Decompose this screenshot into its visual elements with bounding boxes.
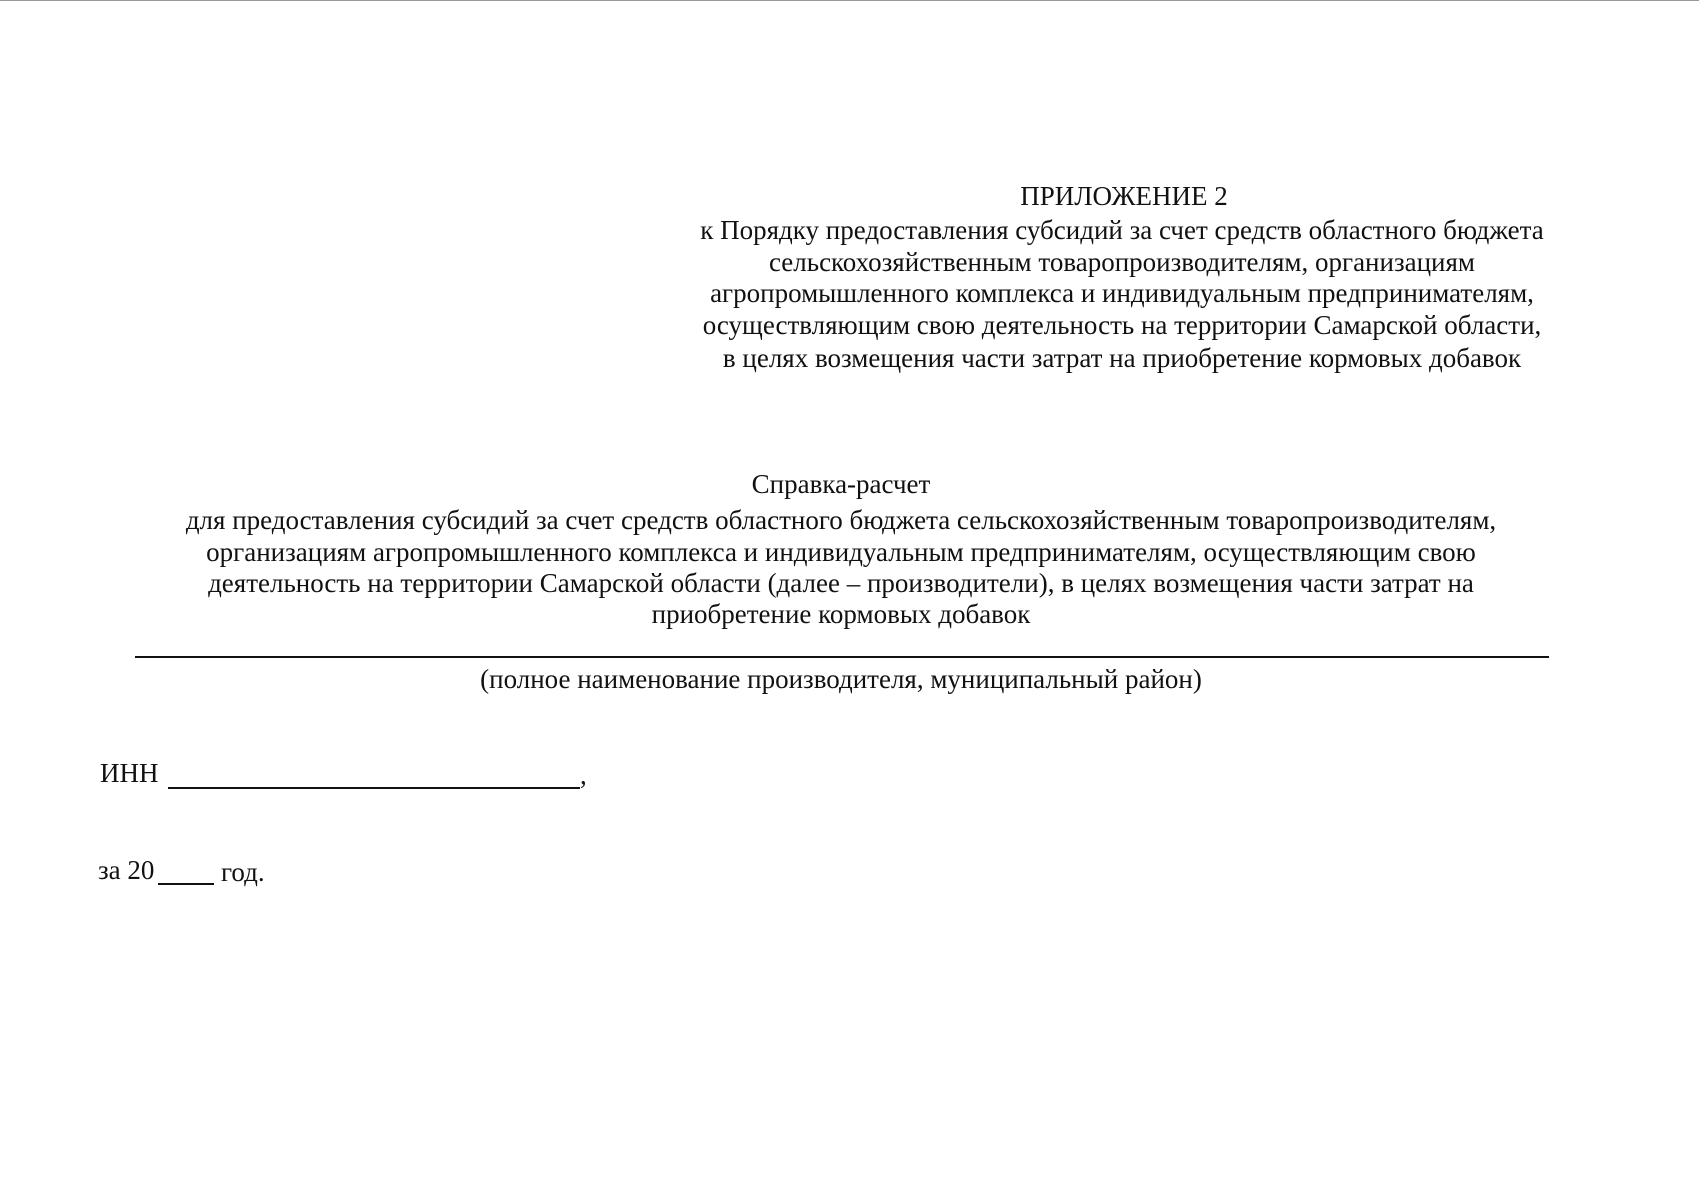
form-line: организациям агропромышленного комплекса и индивидуальным предпринимателям, осуществляющим свою — [206, 537, 1476, 567]
producer-name-field[interactable] — [135, 656, 1549, 658]
form-line: деятельность на территории Самарской области (далее – производители), в целях возмещения части затрат на — [208, 568, 1474, 598]
inn-field[interactable] — [168, 787, 580, 789]
page-edge — [0, 0, 1699, 1]
appendix-line: агропромышленного комплекса и индивидуальным предпринимателям, — [710, 278, 1534, 308]
year-suffix: год. — [221, 857, 265, 887]
year-prefix: за 20 — [98, 855, 155, 885]
form-line: для предоставления субсидий за счет средств областного бюджета сельскохозяйственным товаропроизводителям, — [185, 505, 1497, 535]
appendix-line: к Порядку предоставления субсидий за счет средств областного бюджета — [700, 215, 1544, 245]
appendix-line: сельскохозяйственным товаропроизводителям, организациям — [768, 247, 1476, 277]
inn-comma: , — [580, 760, 587, 790]
producer-name-caption: (полное наименование производителя, муниципальный район) — [480, 664, 1202, 694]
form-line: приобретение кормовых добавок — [651, 599, 1031, 629]
appendix-title: ПРИЛОЖЕНИЕ 2 — [1020, 181, 1228, 211]
appendix-line: осуществляющим свою деятельность на территории Самарской области, — [702, 310, 1542, 340]
inn-label: ИНН — [100, 758, 159, 788]
form-title: Справка-расчет — [751, 469, 931, 499]
appendix-line: в целях возмещения части затрат на приобретение кормовых добавок — [722, 343, 1522, 373]
year-field[interactable] — [158, 883, 214, 885]
